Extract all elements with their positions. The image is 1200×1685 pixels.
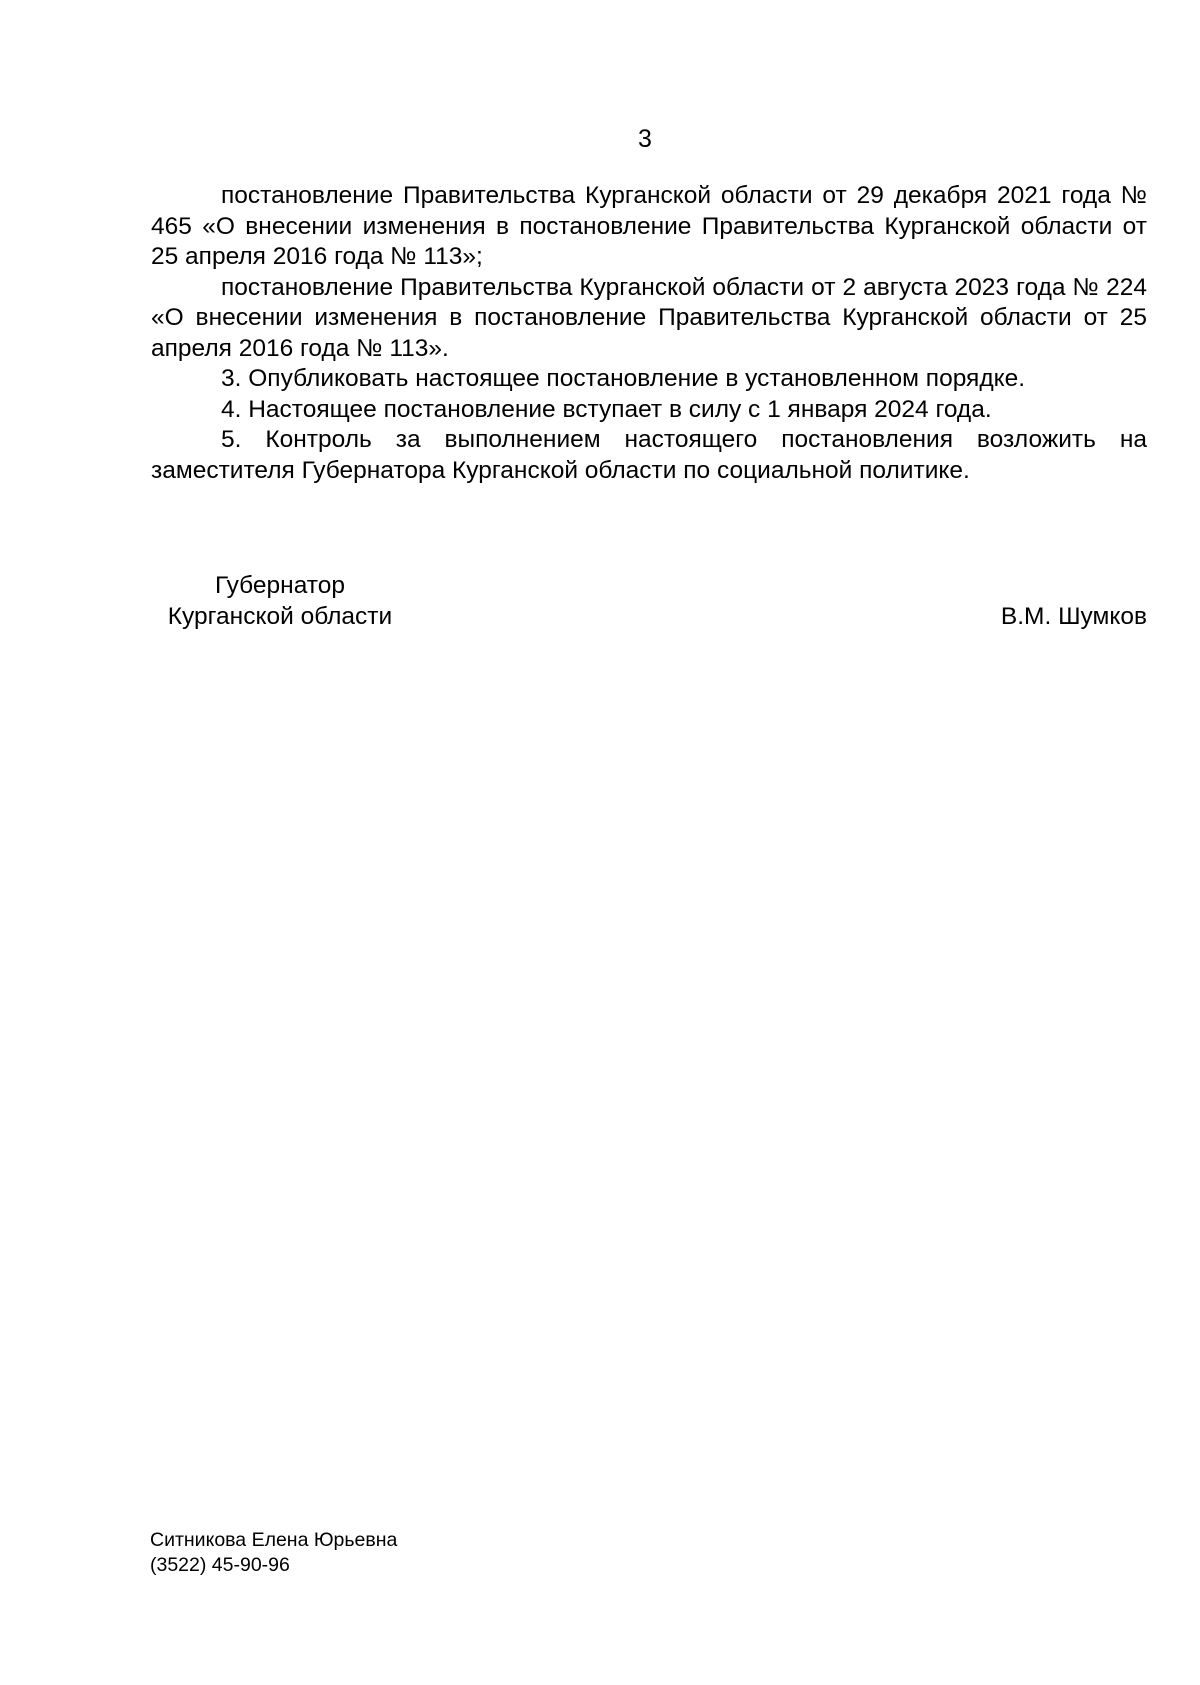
signatory-name: В.М. Шумков [1000, 603, 1147, 630]
executor-phone: (3522) 45-90-96 [150, 1554, 290, 1576]
signatory-title: Губернатор [215, 572, 345, 599]
paragraph-item-4: 4. Настоящее постановление вступает в силу с 1 января 2024 года. [221, 395, 992, 423]
paragraph-item-3: 3. Опубликовать настоящее постановление в установленном порядке. [221, 365, 1026, 392]
page-number: 3 [638, 125, 652, 153]
executor-name: Ситникова Елена Юрьевна [150, 1529, 398, 1551]
paragraph-item-5: 5. Контроль за выполнением настоящего постановления возложить на заместителя Губернатора Курганской области по социальной политике. [151, 426, 1147, 484]
paragraph-resolution-2023: постановление Правительства Курганской области от 2 августа 2023 года № 224 «О внесении изменения в постановление Правительства Курганской области от 25 апреля 2016 года № 113». [151, 273, 1147, 362]
document-body [151, 181, 1147, 486]
signatory-region: Курганской области [167, 603, 393, 630]
executor-block [150, 1528, 397, 1578]
paragraph-resolution-2021: постановление Правительства Курганской области от 29 декабря 2021 года № 465 «О внесении изменения в постановление Правительства Курганской области от 25 апреля 2016 года № 113»; [151, 182, 1147, 270]
signatory-position [155, 570, 405, 632]
